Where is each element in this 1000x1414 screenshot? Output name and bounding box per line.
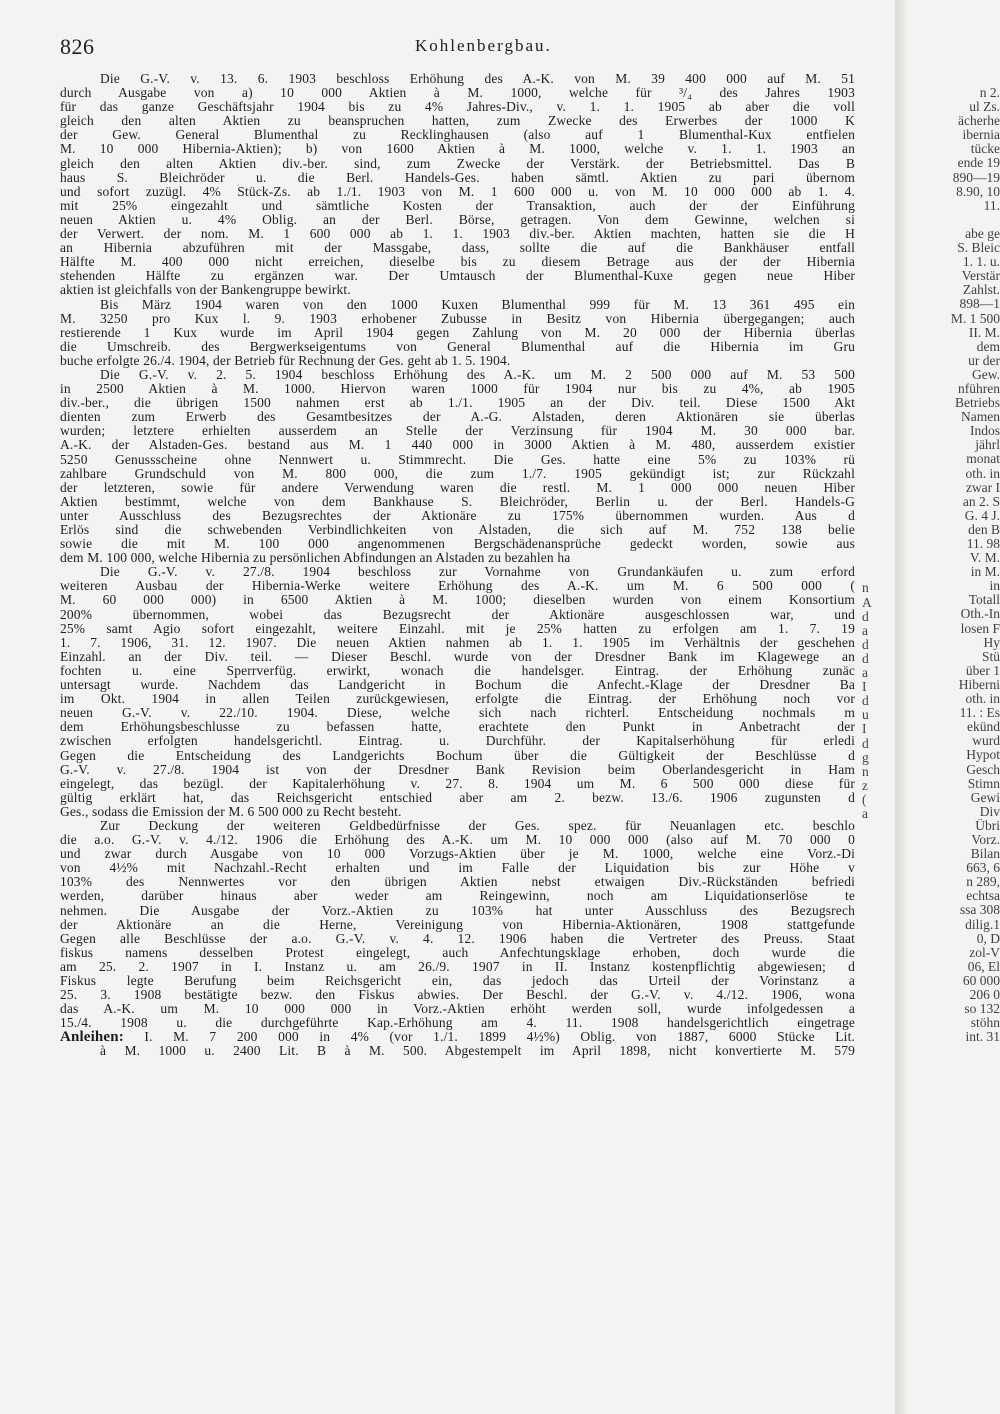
edge-char: I <box>862 721 867 737</box>
text-line: sowie die mit M. 100 000 angenommenen Bergschädenansprüche gedeckt worden, sowie aus <box>60 537 855 552</box>
text-line: der letzteren, sowie für andere Verwendung waren die restl. M. 1 000 000 neuen Hiber <box>60 480 855 495</box>
edge-char: d <box>862 608 869 624</box>
fragment-line: oth. in <box>965 466 1000 481</box>
page-number: 826 <box>60 34 95 59</box>
text-line: für das ganze Geschäftsjahr 1904 bis zu 4% Jahres-Div., v. 1. 1. 1905 ab aber die voll <box>60 100 855 115</box>
fragment-line: ul Zs. <box>969 100 1000 115</box>
main-text-column <box>60 72 855 1402</box>
fragment-line: echtsa <box>966 889 1000 904</box>
fragment-line: Stü <box>981 649 1000 664</box>
text-line: der Verwert. der nom. M. 1 600 000 ab 1. 1. 1903 div.-ber. Aktien machten, hatten sie die H <box>60 227 855 242</box>
fragment-line: jährl <box>975 438 1000 453</box>
fragment-line: den B <box>968 522 1000 537</box>
edge-char: d <box>862 693 869 709</box>
text-line: und zwar durch Ausgabe von 10 000 Vorzugs-Aktien über je M. 1000, welche eine Vorz.-Di <box>60 847 855 862</box>
fragment-line: int. 31 <box>965 1030 1000 1045</box>
edge-char: z <box>862 777 868 793</box>
fragment-line: ssa 308 <box>959 903 1000 918</box>
text-line: Fiskus legte Berufung beim Reichsgericht ein, das jedoch das Urteil der Vorinstanz a <box>60 974 855 988</box>
anleihen-text: I. M. 7 200 000 in 4% (vor 1./1. 1899 4½%) Oblig. von 1887, 6000 Stücke Lit. <box>144 1030 855 1045</box>
fragment-line: ibernia <box>962 128 1000 143</box>
text-line: Hälfte M. 400 000 nicht erreichen, dieselbe bis zu diesem Betrage aus der der Hibernia <box>60 255 855 270</box>
text-line: der Gew. General Blumenthal zu Recklinghausen (also auf 1 Blumenthal-Kux entfielen <box>60 128 855 143</box>
fragment-line: Hiberni <box>958 677 1000 692</box>
text-line: Erlös sind die schwebenden Verbindlichkeiten von Alstaden, die sich auf M. 752 138 belie <box>60 523 855 537</box>
text-line: Ges., sodass die Emission der M. 6 500 000 zu Recht besteht. <box>60 804 402 819</box>
edge-char: u <box>862 707 869 723</box>
fragment-line: Betriebs <box>955 396 1000 411</box>
fragment-line: n 289, <box>966 875 1000 890</box>
fragment-line: zol-V <box>969 945 1000 960</box>
fragment-line <box>905 213 1000 227</box>
text-line: untersagt wurde. Nachdem das Landgericht in Bochum die Anfecht.-Klage der Dresdner Ba <box>60 678 855 693</box>
anleihen-label: Anleihen: <box>60 1030 124 1045</box>
text-line: neuen Aktien u. 4% Oblig. an der Berl. Börse, getragen. Von dem Gewinne, welchen si <box>60 212 855 227</box>
fragment-line: 8.90, 10 <box>956 184 1000 199</box>
text-line: gleich den alten Aktien div.-ber. sind, zum Zwecke der Verstärk. der Betriebsmittel. Das B <box>60 156 855 171</box>
fragment-line: 663, 6 <box>966 861 1000 876</box>
text-line: die a.o. G.-V. v. 4./12. 1906 die Erhöhung des A.-K. um M. 10 000 000 (also auf M. 70 000 0 <box>60 833 855 848</box>
edge-char: n <box>862 763 869 779</box>
adjacent-page-fragments <box>905 86 1000 1386</box>
text-line: gültig erklärt hat, das Reichsgericht entschied aber am 2. bezw. 13./6. 1906 zugunsten d <box>60 790 855 805</box>
edge-char: a <box>862 665 868 681</box>
text-line: Die G.-V. v. 2. 5. 1904 beschloss Erhöhung des A.-K. um M. 2 500 000 auf M. 53 500 <box>100 367 855 382</box>
text-line: fochten u. eine Sperrverfüg. erwirkt, wonach die handelsger. Eintrag. der Erhöhung zunäc <box>60 663 855 678</box>
fragment-line: Oth.-In <box>960 607 1000 622</box>
text-line: Bis März 1904 waren von den 1000 Kuxen Blumenthal 999 für M. 13 361 495 ein <box>100 297 855 312</box>
fragment-line: Hy <box>983 635 1000 650</box>
fragment-line: ekünd <box>967 720 1000 735</box>
edge-char: d <box>862 735 869 751</box>
fragment-line: Übri <box>975 818 1000 833</box>
fragment-line: zwar I <box>965 480 1000 495</box>
fragment-line: 11. 98 <box>966 537 1000 551</box>
text-line: dienten zum Erwerb des Gesamtbesitzes der A.-G. Alstaden, deren Aktionären sie überlas <box>60 410 855 425</box>
fragment-line: Hypot <box>966 748 1000 763</box>
text-line: 5250 Genussscheine ohne Nennwert u. Stimmrecht. Die Ges. hatte eine 5% zu 103% rü <box>60 452 855 467</box>
fragment-line: 898—1 <box>959 297 1000 312</box>
fragment-line: S. Bleic <box>957 241 1000 256</box>
text-line: nehmen. Die Ausgabe der Vorz.-Aktien zu 103% hat unter Ausschluss des Bezugsrech <box>60 903 855 918</box>
text-line: das A.-K. um M. 10 000 000 in Vorz.-Aktien erhöht werden soll, wurde infolgedessen a <box>60 1002 855 1017</box>
fragment-line: dilig.1 <box>965 917 1000 932</box>
text-line: M. 3250 pro Kux l. 9. 1903 erhobener Zubusse in Besitz von Hibernia übergegangen; auch <box>60 311 855 326</box>
fragment-line: 1. 1. u. <box>962 255 1000 270</box>
text-line: 25% samt Agio sofort eingezahlt, weitere Einzahl. mit je 25% hatten zu erfolgen am 1. 7. 19 <box>60 621 855 636</box>
fragment-line: nführen <box>958 381 1000 396</box>
text-line: buche erfolgte 26./4. 1904, der Betrieb für Rechnung der Ges. geht ab 1. 5. 1904. <box>60 353 511 368</box>
fragment-line: Zahlst. <box>962 283 1000 298</box>
text-line: M. 10 000 Hibernia-Aktien); b) von 1600 Aktien à M. 1000, welche v. 1. 1. 1903 an <box>60 142 855 157</box>
fragment-line: so 132 <box>964 1002 1000 1017</box>
fragment-line: 60 000 <box>962 973 1000 988</box>
text-line: G.-V. v. 27./8. 1904 ist von der Dresdner Bank Revision beim Oberlandesgericht in Ham <box>60 762 855 777</box>
text-line: eingelegt, das bezügl. der Kapitalerhöhung v. 27. 8. 1904 um M. 6 500 000 diese für <box>60 776 855 791</box>
fragment-line: M. 1 500 <box>950 311 1000 326</box>
fragment-line: G. 4 J. <box>964 508 1000 523</box>
fragment-line: dem <box>976 339 1000 354</box>
fragment-line: V. M. <box>969 551 1000 566</box>
text-line: M. 60 000 000) in 6500 Aktien à M. 1000; dieselben wurden von einem Konsortium <box>60 593 855 608</box>
text-line: weiteren Ausbau der Hibernia-Werke weitere Erhöhung des A.-K. um M. 6 500 000 ( <box>60 579 855 594</box>
fragment-line: oth. in <box>965 692 1000 707</box>
text-line: 1. 7. 1906, 31. 12. 1907. Die neuen Aktien nahmen ab 1. 1. 1905 im Verhältnis der geschehen <box>60 635 855 650</box>
fragment-line: Gesch <box>966 762 1000 777</box>
text-line: die Umschreib. des Bergwerkseigentums von General Blumenthal auf die Hibernia im Gru <box>60 339 855 354</box>
anleihen-line: à M. 1000 u. 2400 Lit. B à M. 500. Abgestempelt im April 1898, nicht konvertierte M. 579 <box>100 1044 855 1059</box>
fragment-line: ächerhe <box>958 114 1000 129</box>
text-line: 103% des Nennwertes vor den übrigen Aktien nebst etwaigen Div.-Rückständen befriedi <box>60 875 855 890</box>
fragment-line: Vorz. <box>971 832 1000 847</box>
text-line: wurden; letztere erhielten ausserdem an Stelle der Verzinsung für 1904 M. 30 000 bar. <box>60 424 855 439</box>
text-line: haus S. Bleichröder u. die Berl. Handels-Ges. haben sämtl. Aktien zu pari übernom <box>60 170 855 185</box>
fragment-line: in M. <box>970 565 1000 580</box>
text-line: stehenden Hälfte zu ergänzen war. Der Umtausch der Blumenthal-Kuxe gegen neue Hiber <box>60 269 855 284</box>
fragment-line: Div <box>979 804 1000 819</box>
text-line: Die G.-V. v. 27./8. 1904 beschloss zur Vornahme von Grundankäufen u. zum erford <box>100 565 855 580</box>
text-line: restierende 1 Kux wurde im April 1904 gegen Zahlung von M. 20 000 der Hibernia überlas <box>60 325 855 340</box>
fragment-line: wurd <box>972 734 1000 749</box>
fragment-line: 11. <box>983 198 1000 213</box>
text-line: div.-ber., die übrigen 1500 nahmen erst ab 1./1. 1905 an der Div. teil. Diese 1500 Akt <box>60 396 855 411</box>
text-line: in 2500 Aktien à M. 1000. Hiervon waren 1000 für 1904 nur bis zu 4%, ab 1905 <box>60 382 855 397</box>
fragment-line: 0, D <box>976 931 1000 946</box>
fragment-line: 11. : Es <box>959 706 1000 721</box>
edge-char: a <box>862 622 868 638</box>
anleihen-line <box>60 1030 855 1044</box>
text-line: zwischen erfolgten handelsgerichtl. Eintrag. u. Durchführ. der Kapitalserhöhung für erledi <box>60 734 855 749</box>
text-line: Gegen alle Beschlüsse der a.o. G.-V. v. 4. 12. 1906 haben die Vertreter des Preuss. Staat <box>60 931 855 946</box>
text-line: 200% übernommen, wobei das Bezugsrecht der Aktionäre ausgeschlossen war, und <box>60 607 855 622</box>
edge-char: ( <box>862 791 867 807</box>
text-line: werden, darüber hinaus aber weder am Reingewinn, noch am Liquidationserlöse te <box>60 889 855 904</box>
text-line: Die G.-V. v. 13. 6. 1903 beschloss Erhöhung des A.-K. von M. 39 400 000 auf M. 51 <box>100 72 855 86</box>
text-line: Einzahl. an der Div. teil. — Dieser Beschl. wurde von der Dresdner Bank im Klagewege an <box>60 649 855 664</box>
text-line: 15./4. 1908 u. die durchgeführte Kap.-Erhöhung am 4. 11. 1908 handelsgerichtlich eingetrage <box>60 1016 855 1031</box>
edge-char: A <box>862 594 872 610</box>
text-line: dem Erhöhungsbeschlusse zu befassen hatte, erachtete den Punkt in Anbetracht der <box>60 720 855 735</box>
fragment-line: an 2. S <box>962 494 1000 509</box>
text-line: Zur Deckung der weiteren Geldbedürfnisse der Ges. spez. für Neuanlagen etc. beschlo <box>100 818 855 833</box>
fragment-line: Totall <box>968 593 1000 608</box>
text-line: fiskus namens desselben Protest eingelegt, auch Anfechtungsklage erhoben, doch wurde die <box>60 945 855 960</box>
text-line: durch Ausgabe von a) 10 000 Aktien à M. 1000, welche für ³/₄ des Jahres 1903 <box>60 86 855 101</box>
edge-char: d <box>862 636 869 652</box>
fragment-line: abe ge <box>965 226 1000 241</box>
text-line: Gegen die Entscheidung des Landgerichts Bochum über die Gültigkeit der Beschlüsse d <box>60 748 855 763</box>
text-line: 25. 3. 1908 bestätigte bezw. den Fiskus abwies. Der Beschl. der G.-V. v. 4./12. 1906, wona <box>60 988 855 1003</box>
running-title: Kohlenbergbau. <box>415 36 552 55</box>
edge-char: n <box>862 580 869 596</box>
text-line: zahlbare Grundschuld von M. 800 000, die zum 1./7. 1905 gekündigt ist; zur Rückzahl <box>60 466 855 481</box>
fragment-line: ende 19 <box>957 156 1000 171</box>
text-line: A.-K. der Alstaden-Ges. bestand aus M. 1 440 000 in 3000 Aktien à M. 480, ausserdem existier <box>60 438 855 453</box>
text-line: dem M. 100 000, welche Hibernia zu persönlichen Abfindungen an Alstaden zu bezahlen ha <box>60 551 571 566</box>
text-line: und sofort zuzügl. 4% Stück-Zs. ab 1./1. 1903 von M. 1 600 000 u. von M. 10 000 000 ab 1. 4. <box>60 184 855 199</box>
text-line: an Hibernia abzuführen mit der Massgabe, dass, sollte die auf die Bankhäuser entfall <box>60 241 855 256</box>
text-line: von 4½% mit Nachzahl.-Recht erhalten und im Falle der Liquidation bis zur Höhe v <box>60 861 855 876</box>
text-line: der Aktionäre an die Herne, Vereinigung von Hibernia-Aktionären, 1908 stattgefunde <box>60 917 855 932</box>
fragment-line: Gew. <box>972 367 1000 382</box>
fragment-line: Indos <box>970 424 1000 439</box>
fragment-line: tücke <box>970 142 1000 157</box>
fragment-line: in <box>989 579 1000 594</box>
fragment-line: über 1 <box>965 663 1000 678</box>
text-line: am 25. 2. 1907 in I. Instanz u. am 26./9. 1907 in II. Instanz kostenpflichtig abgewiesen; d <box>60 959 855 974</box>
fragment-line: 206 0 <box>969 988 1000 1002</box>
fragment-line: n 2. <box>979 86 1000 100</box>
text-line: neuen G.-V. v. 22./10. 1904. Diese, welche sich nach richterl. Entscheidung nochmals m <box>60 706 855 721</box>
fragment-line: 890—19 <box>952 170 1000 185</box>
text-line: im Okt. 1904 in allen Teilen zurückgewiesen, erfolgte die Eintrag. der Erhöhung noch vor <box>60 692 855 707</box>
fragment-line: Gewi <box>970 790 1000 805</box>
fragment-line: losen F <box>960 621 1000 636</box>
text-line: mit 25% eingezahlt und sämtliche Kosten der Transaktion, auch der der Einführung <box>60 198 855 213</box>
fragment-line: Stimn <box>967 776 1000 791</box>
fragment-line: 06, El <box>967 959 1000 974</box>
fragment-line: Bilan <box>970 847 1000 862</box>
fragment-line: stöhn <box>970 1016 1000 1031</box>
edge-char: d <box>862 650 869 666</box>
edge-char: g <box>862 749 869 765</box>
fragment-line: ur der <box>968 353 1000 368</box>
edge-char: a <box>862 805 868 821</box>
fragment-line: Verstär <box>961 269 1000 284</box>
text-line: aktien ist gleichfalls von der Bankengruppe bewirkt. <box>60 283 351 298</box>
text-line: Aktien bestimmt, welche von dem Bankhause S. Bleichröder, Berlin u. der Berl. Handels-G <box>60 494 855 509</box>
edge-char: I <box>862 679 867 695</box>
fragment-line: Namen <box>961 410 1000 425</box>
fragment-line: II. M. <box>968 325 1000 340</box>
text-line: unter Ausschluss des Bezugsrechtes der Aktionäre zu 175% übernommen wurden. Aus d <box>60 508 855 523</box>
fragment-line: monat <box>966 452 1000 467</box>
text-line: gleich den alten Aktien zu beanspruchen hatten, zum Zwecke des Erwerbes der 1000 K <box>60 114 855 129</box>
